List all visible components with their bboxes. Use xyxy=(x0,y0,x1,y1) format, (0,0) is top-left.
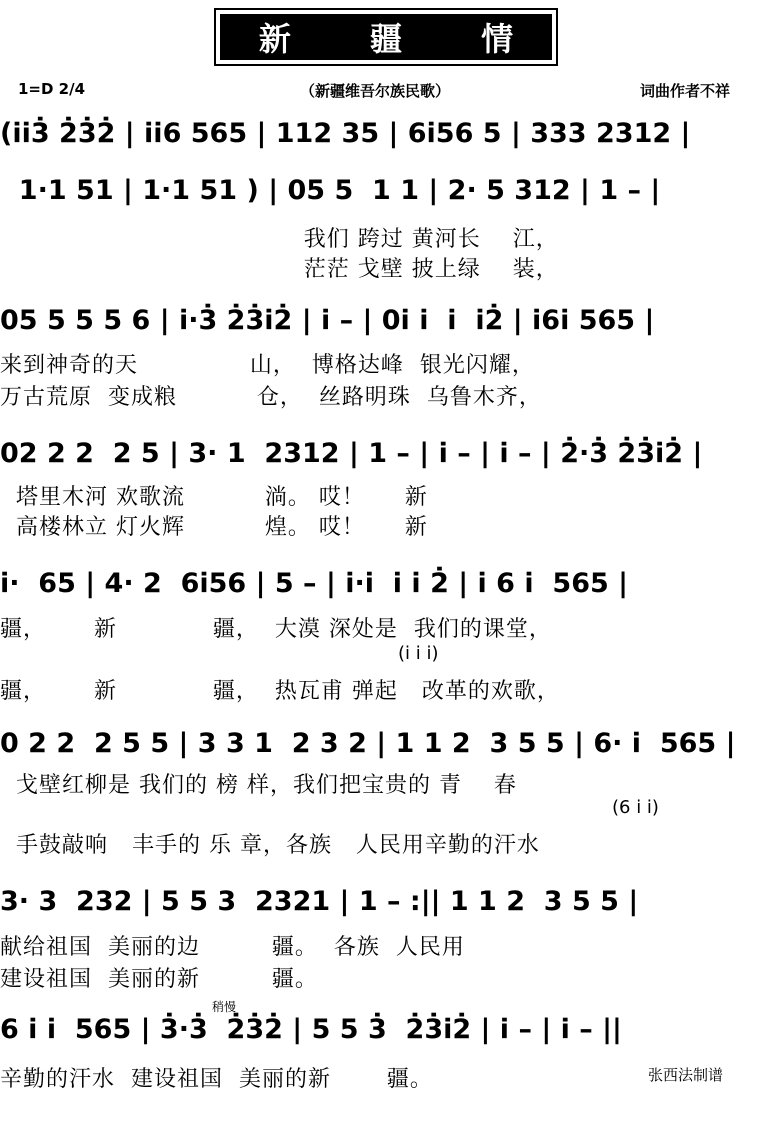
lyric-line-2a: 我们 跨过 黄河长 江， xyxy=(0,227,559,252)
lyric-line-6a: 戈壁红柳是 我们的 榜 样，我们把宝贵的 青 春 xyxy=(0,773,517,798)
tempo-mark: 稍慢 xyxy=(212,1000,237,1014)
transcriber-credit: 张西法制谱 xyxy=(648,1066,724,1084)
notation-line-2: 1·1 51 | 1·1 51 ) | 05 5 1 1 | 2· 5 312 | 1 – | xyxy=(0,175,661,206)
notation-line-3: 05 5 5 5 6 | i̇·3̇ 2̇3̇i̇2̇ | i̇ – | 0i̇ i̇ i̇ i̇2̇ | i̇6i̇ 565 | xyxy=(0,305,655,336)
alternate-notes-1: (i̇ i̇ i̇) xyxy=(398,643,439,664)
lyric-line-7b: 建设祖国 美丽的新 疆。 xyxy=(0,967,318,992)
notation-line-7: 3· 3 232 | 5 5 3 2321 | 1 – :|| 1 1 2 3 5 5 | xyxy=(0,886,639,917)
notation-line-4: 02 2 2 2 5 | 3· 1 2312 | 1 – | i̇ – | i̇ – | 2̇·3̇ 2̇3̇i̇2̇ | xyxy=(0,438,703,469)
lyric-line-7a: 献给祖国 美丽的边 疆。 各族 人民用 xyxy=(0,935,465,960)
lyric-line-3b: 万古荒原 变成粮 仓， 丝路明珠 乌鲁木齐， xyxy=(0,385,542,410)
alternate-notes-2: (6 i̇ i̇) xyxy=(612,797,659,818)
composer: 词曲作者不祥 xyxy=(640,82,731,100)
lyric-line-2b: 茫茫 戈壁 披上绿 装， xyxy=(0,257,559,282)
notation-line-8: 6 i̇ i̇ 565 | 3̇·3̇ 2̇3̇2̇ | 5 5 3̇ 2̇3̇i̇2̇ | i̇ – | i̇ – || xyxy=(0,1014,622,1045)
song-title: 新 疆 情 xyxy=(220,14,552,60)
notation-line-5: i̇· 65 | 4· 2 6i̇56 | 5 – | i̇·i̇ i̇ i̇ 2̇ | i̇ 6 i̇ 565 | xyxy=(0,568,629,599)
subtitle: （新疆维吾尔族民歌） xyxy=(300,82,451,100)
title-box xyxy=(214,8,558,66)
notation-line-6: 0 2 2 2 5 5 | 3 3 1 2 3 2 | 1 1 2 3 5 5 | 6· i̇ 565 | xyxy=(0,728,736,759)
lyric-line-6b: 手鼓敲响 丰手的 乐 章，各族 人民用辛勤的汗水 xyxy=(0,833,540,858)
key-signature: 1=D 2/4 xyxy=(18,80,86,98)
lyric-line-5b: 疆， 新 疆， 热瓦甫 弹起 改革的欢歌， xyxy=(0,679,560,704)
lyric-line-4b: 高楼林立 灯火辉 煌。 哎！ 新 xyxy=(0,515,428,540)
lyric-line-3a: 来到神奇的天 山， 博格达峰 银光闪耀， xyxy=(0,353,535,378)
lyric-line-5a: 疆， 新 疆， 大漠 深处是 我们的课堂， xyxy=(0,617,552,642)
lyric-line-8a: 辛勤的汗水 建设祖国 美丽的新 疆。 xyxy=(0,1067,433,1092)
notation-line-1: (i̇i̇3̇ 2̇3̇2̇ | i̇i̇6 565 | 112 35 | 6i̇56 5 | 333 2312 | xyxy=(0,118,691,149)
lyric-line-4a: 塔里木河 欢歌流 淌。 哎！ 新 xyxy=(0,485,428,510)
